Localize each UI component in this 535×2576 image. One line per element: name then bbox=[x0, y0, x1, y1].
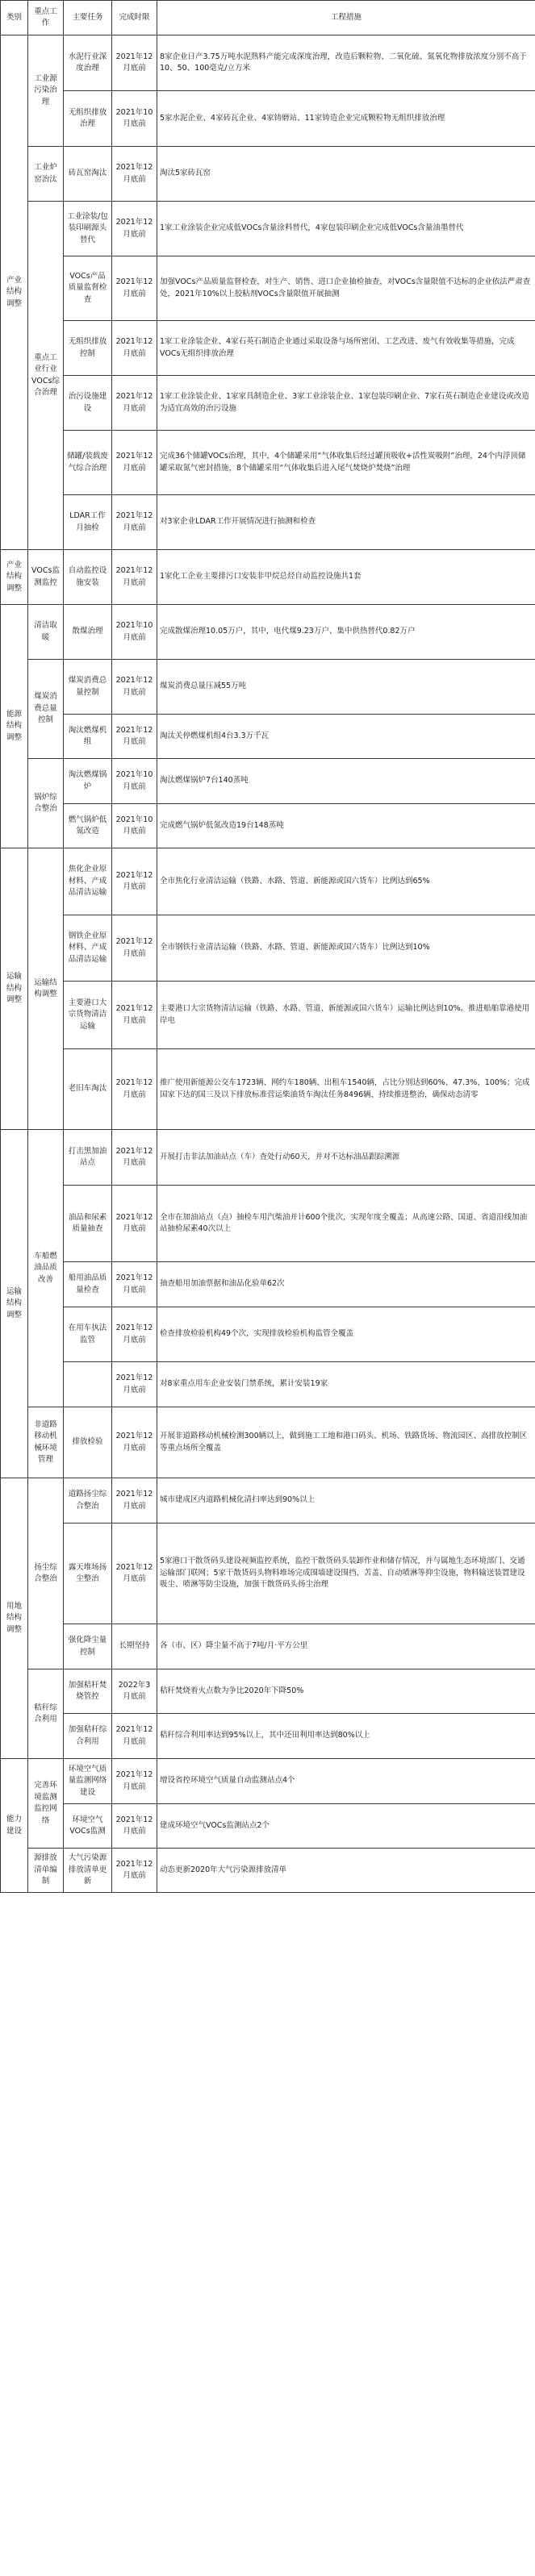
measure-cell: 煤炭消费总量压减55万吨 bbox=[157, 660, 535, 715]
table-row bbox=[1, 848, 535, 915]
table-row bbox=[1, 147, 535, 202]
header-main-task: 主要任务 bbox=[64, 1, 112, 35]
deadline-cell: 2021年12月底前 bbox=[112, 660, 157, 715]
measure-cell: 5家港口干散货码头建设视频监控系统，监控干散货码头装卸作业和储存情况，并与属地生态环境部门、交通运输部门联网；5家干散货码头物料堆场完成围墙建设围挡、苫盖、自动喷淋等抑尘设施，物料输送装置建设吸尘、喷淋等防尘设施，加强干散货码头扬尘治理 bbox=[157, 1524, 535, 1624]
table-row bbox=[1, 1524, 535, 1624]
table-row bbox=[1, 35, 535, 91]
key-work-cell: 运输结构调整 bbox=[28, 848, 64, 1130]
key-work-cell: 工业源污染治理 bbox=[28, 35, 64, 147]
measure-cell: 增设省控环境空气质量自动监测站点4个 bbox=[157, 1759, 535, 1804]
main-task-cell: 老旧车淘汰 bbox=[64, 1049, 112, 1130]
deadline-cell: 长期坚持 bbox=[112, 1624, 157, 1669]
main-task-cell: 船用油品质量检查 bbox=[64, 1262, 112, 1307]
category-cell: 产业结构调整 bbox=[1, 35, 28, 550]
main-task-cell: 砖瓦窑淘汰 bbox=[64, 147, 112, 202]
key-work-cell: 煤炭消费总量控制 bbox=[28, 660, 64, 759]
table-row bbox=[1, 376, 535, 431]
measure-cell: 各（市、区）降尘量不高于7吨/月·平方公里 bbox=[157, 1624, 535, 1669]
main-task-cell: 在用车执法监管 bbox=[64, 1307, 112, 1362]
measure-cell: 检查排放检验机构49个次，实现排放检验机构监管全覆盖 bbox=[157, 1307, 535, 1362]
main-task-cell: 淘汰燃煤机组 bbox=[64, 715, 112, 759]
main-task-cell: 环境空气VOCs监测 bbox=[64, 1804, 112, 1849]
key-work-cell: 非道路移动机械环境管理 bbox=[28, 1407, 64, 1478]
measure-cell: 全市焦化行业清洁运输（铁路、水路、管道、新能源或国六货车）比例达到65% bbox=[157, 848, 535, 915]
deadline-cell: 2021年12月底前 bbox=[112, 1759, 157, 1804]
key-work-cell: 源排放清单编制 bbox=[28, 1849, 64, 1893]
main-task-cell: VOCs产品质量监督检查 bbox=[64, 256, 112, 321]
header-key-work: 重点工作 bbox=[28, 1, 64, 35]
main-task-cell: 焦化企业原材料、产成品清洁运输 bbox=[64, 848, 112, 915]
table-row bbox=[1, 1362, 535, 1407]
deadline-cell: 2021年10月底前 bbox=[112, 91, 157, 147]
deadline-cell: 2021年12月底前 bbox=[112, 1186, 157, 1262]
deadline-cell: 2021年12月底前 bbox=[112, 1407, 157, 1478]
main-task-cell bbox=[64, 1362, 112, 1407]
measure-cell: 推广使用新能源公交车1723辆、网约车180辆、出租车1540辆，占比分别达到60%、47.3%、100%；完成国家下达的国三及以下排放标准营运柴油货车淘汰任务8496辆，持续推进整治，确保动态清零 bbox=[157, 1049, 535, 1130]
table-row bbox=[1, 1407, 535, 1478]
table-row bbox=[1, 1307, 535, 1362]
table-row bbox=[1, 804, 535, 848]
measure-cell: 抽查船用加油票据和油品化验单62次 bbox=[157, 1262, 535, 1307]
main-task-cell: 油品和尿素质量抽查 bbox=[64, 1186, 112, 1262]
deadline-cell: 2021年12月底前 bbox=[112, 147, 157, 202]
deadline-cell: 2021年12月底前 bbox=[112, 35, 157, 91]
table-row bbox=[1, 1669, 535, 1714]
table-row bbox=[1, 660, 535, 715]
table-row bbox=[1, 550, 535, 605]
measure-cell: 城市建成区内道路机械化清扫率达到90%以上 bbox=[157, 1478, 535, 1524]
measure-cell: 建成环境空气VOCs监测站点2个 bbox=[157, 1804, 535, 1849]
table-row bbox=[1, 1714, 535, 1759]
measure-cell: 加强VOCs产品质量监督检查，对生产、销售、进口企业抽检抽查，对VOCs含量限值不达标的企业依法严肃查处，2021年10%以上胶粘剂VOCs含量限值开展抽测 bbox=[157, 256, 535, 321]
key-work-cell: VOCs监测监控 bbox=[28, 550, 64, 605]
measure-cell: 对3家企业LDAR工作开展情况进行抽测和检查 bbox=[157, 495, 535, 550]
deadline-cell: 2021年12月底前 bbox=[112, 1362, 157, 1407]
deadline-cell: 2021年12月底前 bbox=[112, 1049, 157, 1130]
category-cell: 运输结构调整 bbox=[1, 848, 28, 1130]
measure-cell: 完成燃气锅炉低氮改造19台148蒸吨 bbox=[157, 804, 535, 848]
category-cell: 能源结构调整 bbox=[1, 605, 28, 848]
header-deadline: 完成时限 bbox=[112, 1, 157, 35]
main-task-cell: 自动监控设施安装 bbox=[64, 550, 112, 605]
deadline-cell: 2021年12月底前 bbox=[112, 1849, 157, 1893]
measure-cell: 完成散煤治理10.05万户，其中，电代煤9.23万户、集中供热替代0.82万户 bbox=[157, 605, 535, 660]
measure-cell: 开展非道路移动机械检测300辆以上，做到施工工地和港口码头、机场、铁路货场、物流园区、高排放控制区等重点场所全覆盖 bbox=[157, 1407, 535, 1478]
table-row bbox=[1, 1186, 535, 1262]
key-work-cell: 清洁取暖 bbox=[28, 605, 64, 660]
key-work-cell: 工业炉窑治汰 bbox=[28, 147, 64, 202]
main-task-cell: 主要港口大宗货物清洁运输 bbox=[64, 982, 112, 1049]
header-category: 类别 bbox=[1, 1, 28, 35]
measure-cell: 1家工业涂装企业、4家石英石制造企业通过采取设备与场所密闭、工艺改进、废气有效收集等措施，完成VOCs无组织排放治理 bbox=[157, 321, 535, 376]
deadline-cell: 2021年12月底前 bbox=[112, 376, 157, 431]
main-task-cell: 道路扬尘综合整治 bbox=[64, 1478, 112, 1524]
main-task-cell: 加强秸秆焚烧管控 bbox=[64, 1669, 112, 1714]
main-task-cell: 储罐/装载废气综合治理 bbox=[64, 431, 112, 495]
deadline-cell: 2021年12月底前 bbox=[112, 550, 157, 605]
main-task-cell: 强化降尘量控制 bbox=[64, 1624, 112, 1669]
deadline-cell: 2021年12月底前 bbox=[112, 915, 157, 982]
deadline-cell: 2021年12月底前 bbox=[112, 1307, 157, 1362]
main-task-cell: LDAR工作月抽检 bbox=[64, 495, 112, 550]
table-body bbox=[1, 35, 535, 1893]
table-row bbox=[1, 715, 535, 759]
deadline-cell: 2021年12月底前 bbox=[112, 1804, 157, 1849]
main-task-cell: 钢铁企业原材料、产成品清洁运输 bbox=[64, 915, 112, 982]
main-task-cell: 无组织排放治理 bbox=[64, 91, 112, 147]
deadline-cell: 2021年10月底前 bbox=[112, 605, 157, 660]
main-task-cell: 环境空气质量监测网络建设 bbox=[64, 1759, 112, 1804]
main-task-cell: 煤炭消费总量控制 bbox=[64, 660, 112, 715]
category-cell: 用地结构调整 bbox=[1, 1478, 28, 1759]
measure-cell: 全市在加油站点（点）抽检车用汽柴油并计600个批次，实现年度全覆盖；从高速公路、国道、省道沿线加油站抽检尿素40次以上 bbox=[157, 1186, 535, 1262]
main-task-cell: 露天堆场扬尘整治 bbox=[64, 1524, 112, 1624]
main-task-cell: 水泥行业深度治理 bbox=[64, 35, 112, 91]
deadline-cell: 2021年12月底前 bbox=[112, 715, 157, 759]
main-task-cell: 燃气锅炉低氮改造 bbox=[64, 804, 112, 848]
main-task-cell: 治污设施建设 bbox=[64, 376, 112, 431]
table-row bbox=[1, 1049, 535, 1130]
measure-cell: 秸秆焚烧着火点数为争比2020年下降50% bbox=[157, 1669, 535, 1714]
deadline-cell: 2021年12月底前 bbox=[112, 848, 157, 915]
main-task-cell: 大气污染源排放清单更新 bbox=[64, 1849, 112, 1893]
deadline-cell: 2021年10月底前 bbox=[112, 759, 157, 804]
key-work-cell: 重点工业行业VOCs综合治理 bbox=[28, 202, 64, 550]
deadline-cell: 2021年10月底前 bbox=[112, 804, 157, 848]
deadline-cell: 2022年3月底前 bbox=[112, 1669, 157, 1714]
table-row bbox=[1, 431, 535, 495]
table-row bbox=[1, 321, 535, 376]
measure-cell: 8家企业日产3.75万吨水泥熟料产能完成深度治理，改造后颗粒物、二氧化硫、氮氧化物排放浓度分别不高于10、50、100毫克/立方米 bbox=[157, 35, 535, 91]
deadline-cell: 2021年12月底前 bbox=[112, 1262, 157, 1307]
main-task-cell: 工业涂装/包装印刷源头替代 bbox=[64, 202, 112, 256]
table-row bbox=[1, 1130, 535, 1186]
measure-cell: 动态更新2020年大气污染源排放清单 bbox=[157, 1849, 535, 1893]
measure-cell: 淘汰关停燃煤机组4台3.3万千瓦 bbox=[157, 715, 535, 759]
table-row bbox=[1, 256, 535, 321]
measure-cell: 1家工业涂装企业完成低VOCs含量涂料替代，4家包装印刷企业完成低VOCs含量油墨替代 bbox=[157, 202, 535, 256]
main-task-cell: 淘汰燃煤锅炉 bbox=[64, 759, 112, 804]
table-row bbox=[1, 982, 535, 1049]
key-work-cell: 完善环境监测监控网络 bbox=[28, 1759, 64, 1849]
table-row bbox=[1, 605, 535, 660]
table-row bbox=[1, 759, 535, 804]
measure-cell: 淘汰5家砖瓦窑 bbox=[157, 147, 535, 202]
table-row bbox=[1, 1759, 535, 1804]
measure-cell: 淘汰燃煤锅炉7台140蒸吨 bbox=[157, 759, 535, 804]
key-work-cell: 扬尘综合整治 bbox=[28, 1478, 64, 1669]
deadline-cell: 2021年12月底前 bbox=[112, 1524, 157, 1624]
table-row bbox=[1, 202, 535, 256]
main-task-cell: 散煤治理 bbox=[64, 605, 112, 660]
category-cell: 能力建设 bbox=[1, 1759, 28, 1893]
measure-cell: 主要港口大宗货物清洁运输（铁路、水路、管道、新能源或国六货车）运输比例达到10%。推进船舶靠港使用岸电 bbox=[157, 982, 535, 1049]
key-work-cell: 锅炉综合整治 bbox=[28, 759, 64, 848]
measure-cell: 1家工业涂装企业、1家家具制造企业、3家工业涂装企业、1家包装印刷企业、7家石英石制造企业建设或改造为适宜高效的治污设施 bbox=[157, 376, 535, 431]
main-task-cell: 加强秸秆综合利用 bbox=[64, 1714, 112, 1759]
main-task-cell: 打击黑加油站点 bbox=[64, 1130, 112, 1186]
deadline-cell: 2021年12月底前 bbox=[112, 431, 157, 495]
key-work-cell: 车船燃油品质改善 bbox=[28, 1130, 64, 1407]
measure-cell: 全市钢铁行业清洁运输（铁路、水路、管道、新能源或国六货车）比例达到10% bbox=[157, 915, 535, 982]
deadline-cell: 2021年12月底前 bbox=[112, 256, 157, 321]
main-task-cell: 排放检验 bbox=[64, 1407, 112, 1478]
measure-cell: 1家化工企业主要排污口安装非甲烷总烃自动监控设施共1套 bbox=[157, 550, 535, 605]
deadline-cell: 2021年12月底前 bbox=[112, 321, 157, 376]
header-measure: 工程措施 bbox=[157, 1, 535, 35]
deadline-cell: 2021年12月底前 bbox=[112, 982, 157, 1049]
table-row bbox=[1, 1262, 535, 1307]
measure-cell: 5家水泥企业、4家砖瓦企业、4家铸磨站、11家铸造企业完成颗粒物无组织排放治理 bbox=[157, 91, 535, 147]
measure-cell: 完成36个储罐VOCs治理，其中，4个储罐采用“气体收集后经过罐顶吸收+活性炭吸附”治理，24个内浮顶储罐采取氮气密封措施，8个储罐采用“气体收集后进入尾气焚烧炉焚烧”治理 bbox=[157, 431, 535, 495]
category-cell: 运输结构调整 bbox=[1, 1130, 28, 1478]
key-work-cell: 秸秆综合利用 bbox=[28, 1669, 64, 1759]
table-row bbox=[1, 1849, 535, 1893]
main-task-cell: 无组织排放控制 bbox=[64, 321, 112, 376]
table-row bbox=[1, 1804, 535, 1849]
table-row bbox=[1, 1478, 535, 1524]
deadline-cell: 2021年12月底前 bbox=[112, 1714, 157, 1759]
deadline-cell: 2021年12月底前 bbox=[112, 1130, 157, 1186]
deadline-cell: 2021年12月底前 bbox=[112, 495, 157, 550]
table-row bbox=[1, 1624, 535, 1669]
table-row bbox=[1, 495, 535, 550]
deadline-cell: 2021年12月底前 bbox=[112, 202, 157, 256]
measure-cell: 对8家重点用车企业安装门禁系统，累计安装19家 bbox=[157, 1362, 535, 1407]
measure-cell: 开展打击非法加油站点（车）查处行动60天，并对不达标油品跟踪溯源 bbox=[157, 1130, 535, 1186]
category-cell: 产业结构调整 bbox=[1, 550, 28, 605]
table-row bbox=[1, 915, 535, 982]
measure-cell: 秸秆综合利用率达到95%以上，其中还田利用率达到80%以上 bbox=[157, 1714, 535, 1759]
header-row bbox=[1, 1, 535, 35]
deadline-cell: 2021年12月底前 bbox=[112, 1478, 157, 1524]
table-row bbox=[1, 91, 535, 147]
